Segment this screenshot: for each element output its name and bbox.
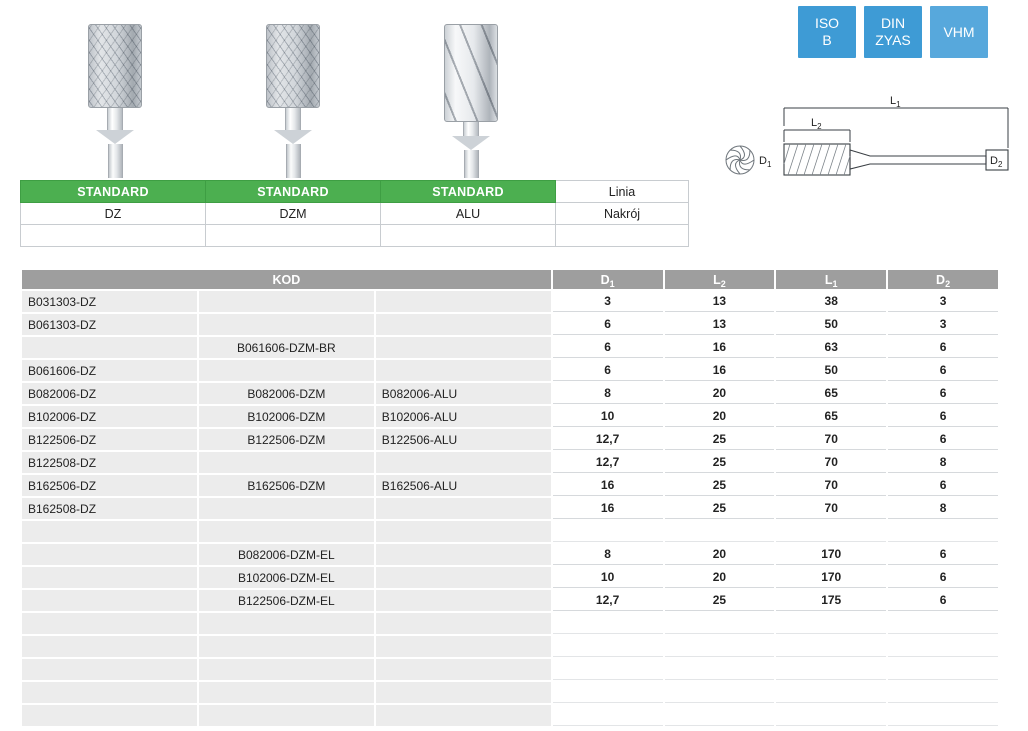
cell-code-dz — [22, 521, 197, 542]
cell-code-dz — [22, 544, 197, 565]
table-row[interactable] — [22, 659, 998, 680]
standard-value-nakroj: Nakrój — [556, 203, 689, 225]
badge-din-zyas-line2: ZYAS — [875, 32, 911, 48]
cell-code-dz: B061606-DZ — [22, 360, 197, 381]
cell-d1 — [553, 705, 663, 726]
standard-alu: STANDARD — [381, 181, 556, 203]
table-row[interactable] — [22, 314, 998, 335]
table-row[interactable] — [22, 613, 998, 634]
cell-l2: 20 — [665, 383, 775, 404]
cell-d2: 6 — [888, 429, 998, 450]
cell-d1: 8 — [553, 544, 663, 565]
cell-l2: 13 — [665, 314, 775, 335]
cell-code-dzm — [199, 705, 374, 726]
drawing-label-D2: $D_2$ — [990, 155, 1003, 169]
cell-code-dz: B162506-DZ — [22, 475, 197, 496]
cell-d1: 10 — [553, 406, 663, 427]
tool-photo-dz-taper — [96, 130, 134, 144]
cell-d2: 8 — [888, 498, 998, 519]
cell-l1 — [776, 636, 886, 657]
drawing-tool-outline — [784, 144, 1008, 175]
table-row[interactable] — [22, 636, 998, 657]
cell-l2: 25 — [665, 590, 775, 611]
cell-code-alu — [376, 452, 551, 473]
cell-l1: 50 — [776, 314, 886, 335]
table-row[interactable] — [22, 521, 998, 542]
cell-code-dz — [22, 337, 197, 358]
standard-empty-1 — [21, 225, 206, 247]
cell-code-dzm: B122506-DZM — [199, 429, 374, 450]
drawing-head-hatch — [784, 144, 850, 175]
cell-l1: 65 — [776, 383, 886, 404]
tool-photo-alu-shank — [464, 150, 479, 178]
cell-d2 — [888, 682, 998, 703]
cell-l1: 170 — [776, 567, 886, 588]
standard-table-row-1 — [21, 181, 689, 203]
cell-code-dzm — [199, 521, 374, 542]
tool-photos — [20, 10, 690, 178]
cell-code-alu — [376, 337, 551, 358]
drawing-label-L2: $L_2$ — [811, 117, 822, 131]
standard-dzm: STANDARD — [206, 181, 381, 203]
product-table-header-row — [22, 270, 998, 289]
cell-d2: 6 — [888, 406, 998, 427]
cell-l1 — [776, 521, 886, 542]
tool-photo-alu — [444, 24, 498, 178]
tool-photo-dzm-shank — [286, 144, 301, 178]
cell-l1: 38 — [776, 291, 886, 312]
cell-code-dzm — [199, 360, 374, 381]
tool-photo-dzm-taper — [274, 130, 312, 144]
cell-code-dzm — [199, 314, 374, 335]
standard-value-dzm: DZM — [206, 203, 381, 225]
cell-code-alu: B102006-ALU — [376, 406, 551, 427]
cell-code-dz — [22, 659, 197, 680]
cell-code-alu: B082006-ALU — [376, 383, 551, 404]
tool-photo-alu-head — [444, 24, 498, 122]
cell-code-dz: B082006-DZ — [22, 383, 197, 404]
cell-l2 — [665, 705, 775, 726]
badge-din-zyas-line1: DIN — [880, 15, 906, 31]
badge-vhm[interactable] — [930, 6, 988, 58]
standard-table — [20, 180, 689, 247]
cell-code-alu — [376, 314, 551, 335]
cell-d1: 12,7 — [553, 429, 663, 450]
table-row[interactable] — [22, 360, 998, 381]
cell-l1 — [776, 613, 886, 634]
standard-empty-4 — [556, 225, 689, 247]
cell-code-dz: B122508-DZ — [22, 452, 197, 473]
cell-d1 — [553, 659, 663, 680]
standard-linia-label: Linia — [556, 181, 689, 203]
drawing-label-L1: $L_1$ — [890, 95, 901, 109]
cell-code-dz — [22, 636, 197, 657]
cell-d2: 6 — [888, 337, 998, 358]
standard-table-row-3 — [21, 225, 689, 247]
standard-table-row-2 — [21, 203, 689, 225]
cell-code-dz: B162508-DZ — [22, 498, 197, 519]
cell-d2: 3 — [888, 291, 998, 312]
badge-vhm-line1: VHM — [943, 23, 975, 40]
cell-l1: 70 — [776, 429, 886, 450]
cell-d1: 16 — [553, 475, 663, 496]
cell-code-alu — [376, 659, 551, 680]
cell-l2: 20 — [665, 406, 775, 427]
cell-d1 — [553, 613, 663, 634]
cell-code-alu — [376, 682, 551, 703]
cell-l2: 25 — [665, 429, 775, 450]
badge-iso-b-line1: ISO — [814, 15, 840, 31]
cell-l1: 50 — [776, 360, 886, 381]
cell-d2 — [888, 659, 998, 680]
table-row[interactable] — [22, 590, 998, 611]
cell-d2 — [888, 521, 998, 542]
cell-l2: 16 — [665, 360, 775, 381]
cell-code-dz — [22, 705, 197, 726]
cell-d1: 12,7 — [553, 590, 663, 611]
header-kod: KOD — [22, 270, 551, 289]
cell-l2 — [665, 521, 775, 542]
cell-l2 — [665, 613, 775, 634]
tool-photo-alu-neck — [463, 122, 479, 136]
badge-din-zyas[interactable] — [864, 6, 922, 58]
cell-l1 — [776, 705, 886, 726]
table-row[interactable] — [22, 682, 998, 703]
cell-code-dz: B102006-DZ — [22, 406, 197, 427]
cell-code-alu — [376, 613, 551, 634]
badge-iso-b-line2: B — [822, 32, 832, 48]
cell-l2: 20 — [665, 544, 775, 565]
table-row[interactable] — [22, 291, 998, 312]
table-row[interactable] — [22, 475, 998, 496]
badge-iso-b[interactable] — [798, 6, 856, 58]
table-row[interactable] — [22, 337, 998, 358]
cell-l1: 65 — [776, 406, 886, 427]
cell-code-dzm: B102006-DZM-EL — [199, 567, 374, 588]
cell-d2: 6 — [888, 383, 998, 404]
cell-code-dz — [22, 567, 197, 588]
cell-d2: 6 — [888, 475, 998, 496]
cell-l2 — [665, 636, 775, 657]
drawing-label-D1: $D_1$ — [759, 155, 772, 169]
cell-d2: 3 — [888, 314, 998, 335]
cell-code-alu — [376, 590, 551, 611]
tool-photo-dz-neck — [107, 108, 123, 130]
cell-l1 — [776, 682, 886, 703]
cell-l1: 63 — [776, 337, 886, 358]
cell-d2 — [888, 705, 998, 726]
cell-l1: 70 — [776, 498, 886, 519]
cell-code-alu: B162506-ALU — [376, 475, 551, 496]
cell-code-dzm: B082006-DZM-EL — [199, 544, 374, 565]
cell-code-dzm — [199, 659, 374, 680]
cell-l2: 16 — [665, 337, 775, 358]
header-d2: $D_2$ — [888, 270, 998, 289]
table-row[interactable] — [22, 544, 998, 565]
cell-code-dzm — [199, 291, 374, 312]
header-d1: $D_1$ — [553, 270, 663, 289]
tool-photo-dz-head — [88, 24, 142, 108]
table-row[interactable] — [22, 567, 998, 588]
cell-l1: 70 — [776, 452, 886, 473]
standard-value-dz: DZ — [21, 203, 206, 225]
cell-d2 — [888, 636, 998, 657]
cell-l2 — [665, 659, 775, 680]
cell-l2: 13 — [665, 291, 775, 312]
standard-empty-3 — [381, 225, 556, 247]
cell-code-alu — [376, 705, 551, 726]
cell-d1 — [553, 521, 663, 542]
cell-l2: 25 — [665, 498, 775, 519]
cell-code-dz — [22, 590, 197, 611]
cell-code-dzm: B061606-DZM-BR — [199, 337, 374, 358]
cell-code-alu: B122506-ALU — [376, 429, 551, 450]
standard-value-alu: ALU — [381, 203, 556, 225]
cell-d2 — [888, 613, 998, 634]
cell-d1: 10 — [553, 567, 663, 588]
cell-code-alu — [376, 567, 551, 588]
cell-code-dzm — [199, 452, 374, 473]
cell-code-dzm — [199, 682, 374, 703]
cell-code-alu — [376, 521, 551, 542]
cell-code-alu — [376, 636, 551, 657]
cell-l1 — [776, 659, 886, 680]
table-row[interactable] — [22, 429, 998, 450]
product-table — [20, 268, 1000, 728]
cell-code-dz: B122506-DZ — [22, 429, 197, 450]
cell-d1: 3 — [553, 291, 663, 312]
cell-d2: 6 — [888, 544, 998, 565]
cell-code-dz: B061303-DZ — [22, 314, 197, 335]
cell-code-dz — [22, 682, 197, 703]
tool-photo-dzm-head — [266, 24, 320, 108]
table-row[interactable] — [22, 383, 998, 404]
technical-drawing — [718, 92, 1018, 187]
cell-d1: 6 — [553, 337, 663, 358]
cell-d1 — [553, 682, 663, 703]
drawing-end-view — [726, 146, 754, 174]
cell-code-alu — [376, 544, 551, 565]
table-row[interactable] — [22, 452, 998, 473]
table-row[interactable] — [22, 406, 998, 427]
cell-d1 — [553, 636, 663, 657]
cell-l2: 25 — [665, 475, 775, 496]
table-row[interactable] — [22, 705, 998, 726]
cell-code-dzm: B102006-DZM — [199, 406, 374, 427]
cell-d1: 6 — [553, 314, 663, 335]
cell-l2 — [665, 682, 775, 703]
tool-photo-alu-taper — [452, 136, 490, 150]
header-l1: $L_1$ — [776, 270, 886, 289]
cell-l2: 25 — [665, 452, 775, 473]
cell-code-dzm: B122506-DZM-EL — [199, 590, 374, 611]
standards-badges — [798, 6, 988, 58]
tool-photo-dz-shank — [108, 144, 123, 178]
header-l2: $L_2$ — [665, 270, 775, 289]
cell-d2: 6 — [888, 360, 998, 381]
tool-photo-dzm — [266, 24, 320, 178]
cell-code-alu — [376, 498, 551, 519]
cell-l2: 20 — [665, 567, 775, 588]
cell-l1: 170 — [776, 544, 886, 565]
table-row[interactable] — [22, 498, 998, 519]
cell-code-alu — [376, 360, 551, 381]
cell-code-dzm — [199, 613, 374, 634]
tool-photo-dz — [88, 24, 142, 178]
cell-d2: 8 — [888, 452, 998, 473]
cell-l1: 175 — [776, 590, 886, 611]
cell-code-dzm: B082006-DZM — [199, 383, 374, 404]
standard-dz: STANDARD — [21, 181, 206, 203]
standard-empty-2 — [206, 225, 381, 247]
cell-d1: 8 — [553, 383, 663, 404]
cell-d1: 6 — [553, 360, 663, 381]
cell-d1: 12,7 — [553, 452, 663, 473]
cell-code-dzm — [199, 636, 374, 657]
cell-code-dz — [22, 613, 197, 634]
tool-photo-dzm-neck — [285, 108, 301, 130]
cell-d1: 16 — [553, 498, 663, 519]
cell-code-dz: B031303-DZ — [22, 291, 197, 312]
cell-l1: 70 — [776, 475, 886, 496]
cell-d2: 6 — [888, 590, 998, 611]
cell-code-dzm — [199, 498, 374, 519]
cell-code-dzm: B162506-DZM — [199, 475, 374, 496]
cell-d2: 6 — [888, 567, 998, 588]
cell-code-alu — [376, 291, 551, 312]
